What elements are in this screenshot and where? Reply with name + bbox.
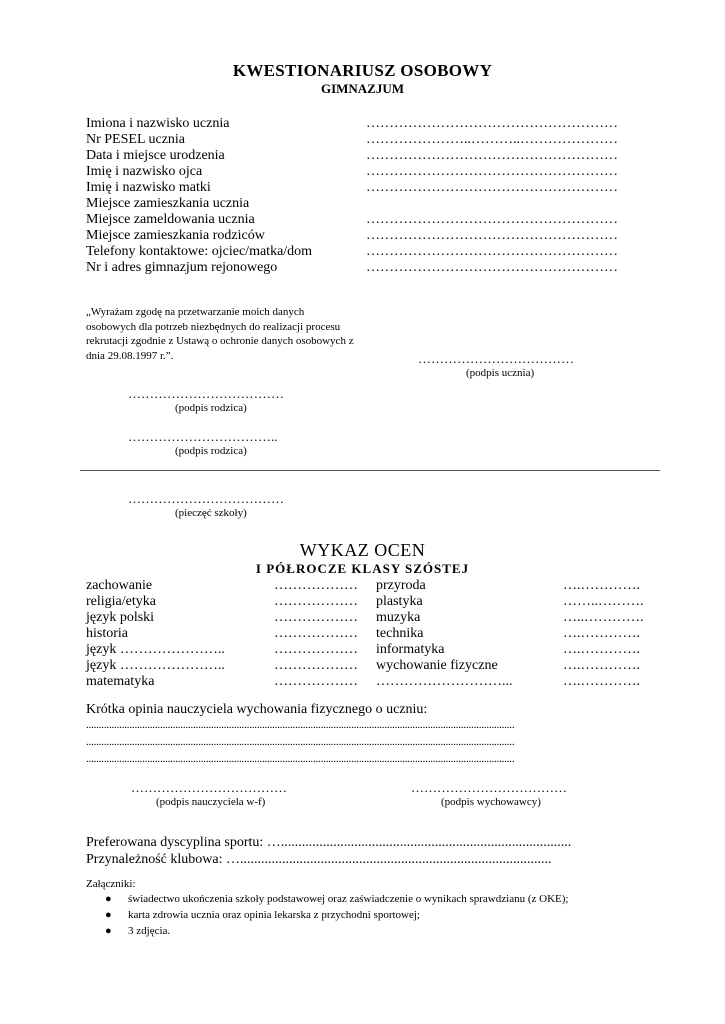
field-label-phones: Telefony kontaktowe: ojciec/matka/dom [86,244,313,259]
grades-subtitle: I PÓŁROCZE KLASY SZÓSTEJ [255,561,470,576]
attachments-title: Załączniki: [86,878,136,890]
field-dots-school: ……………………………………………… [366,260,618,275]
school-stamp-caption: (pieczęć szkoły) [175,507,247,519]
teacher-signature-line: ……………………………… [131,780,287,795]
grade-subject: muzyka [376,610,421,625]
grade-dots: ……………… [274,642,358,657]
consent-text: „Wyrażam zgodę na przetwarzanie moich danych osobowych dla potrzeb niezbędnych do realizacji procesu rekrutacji zgodnie z Ustawą o ochronie danych osobowych z dnia 29.08.1997 r.”. [86,306,354,362]
grade-subject: wychowanie fizyczne [376,658,498,673]
field-label-registration: Miejsce zameldowania ucznia [86,212,255,227]
grade-dots: ….…………. [563,642,640,657]
grade-subject: język ………………….. [86,658,225,673]
tutor-signature-caption: (podpis wychowawcy) [441,796,541,808]
parent1-signature-line: ……………………………… [128,386,284,401]
grade-dots: ……………… [274,658,358,673]
bullet-icon: ● [105,909,112,921]
field-label-pesel: Nr PESEL ucznia [86,132,186,147]
grade-subject: język ………………….. [86,642,225,657]
grade-subject: religia/etyka [86,594,156,609]
grade-dots: ….…………. [563,578,640,593]
grade-dots: …..…………. [563,610,644,625]
grade-subject: historia [86,626,128,641]
field-dots-registration: ……………………………………………… [366,212,618,227]
grade-dots: ….…………. [563,658,640,673]
attachment-item: karta zdrowia ucznia oraz opinia lekarska z przychodni sportowej; [128,909,420,921]
grade-dots: ……………… [274,626,358,641]
club-membership-line: Przynależność klubowa: …......................................................................................... [86,852,552,867]
field-dots-name: ……………………………………………… [366,116,618,131]
opinion-title: Krótka opinia nauczyciela wychowania fizycznego o uczniu: [86,702,428,717]
tutor-signature-line: ……………………………… [411,780,567,795]
grade-subject: ………………………... [376,674,513,689]
parent2-signature-caption: (podpis rodzica) [175,445,247,457]
parent1-signature-caption: (podpis rodzica) [175,402,247,414]
grade-subject: matematyka [86,674,155,689]
field-label-name: Imiona i nazwisko ucznia [86,116,230,131]
opinion-line: ........................................................................................................................................................................ [86,736,515,748]
attachment-item: 3 zdjęcia. [128,925,171,937]
field-dots-father: ……………………………………………… [366,164,618,179]
grade-dots: ….…………. [563,626,640,641]
field-label-father: Imię i nazwisko ojca [86,164,203,179]
grade-dots: ……..………. [563,594,644,609]
grade-dots: ……………… [274,610,358,625]
school-stamp-line: ……………………………… [128,491,284,506]
field-label-mother: Imię i nazwisko matki [86,180,211,195]
bullet-icon: ● [105,925,112,937]
grade-subject: informatyka [376,642,445,657]
field-label-residence: Miejsce zamieszkania ucznia [86,196,250,211]
grade-subject: technika [376,626,424,641]
grade-subject: przyroda [376,578,426,593]
field-dots-mother: ……………………………………………… [366,180,618,195]
grade-subject: zachowanie [86,578,153,593]
section-divider [80,470,660,471]
field-dots-pesel: …………………..………..………………… [366,132,618,147]
grade-dots: ….…………. [563,674,640,689]
grade-dots: ……………… [274,578,358,593]
document-title: KWESTIONARIUSZ OSOBOWY [232,61,493,80]
grade-subject: plastyka [376,594,423,609]
teacher-signature-caption: (podpis nauczyciela w-f) [156,796,266,808]
field-label-birth: Data i miejsce urodzenia [86,148,225,163]
grade-subject: język polski [86,610,155,625]
field-dots-birth: ……………………………………………… [366,148,618,163]
student-signature-caption: (podpis ucznia) [466,367,535,379]
attachment-item: świadectwo ukończenia szkoły podstawowej oraz zaświadczenie o wynikach sprawdzianu (z OKE); [128,893,569,905]
field-label-parents-residence: Miejsce zamieszkania rodziców [86,228,265,243]
student-signature-line: ……………………………… [418,351,574,366]
field-label-school: Nr i adres gimnazjum rejonowego [86,260,278,275]
grade-dots: ……………… [274,594,358,609]
field-dots-phones: ……………………………………………… [366,244,618,259]
field-dots-parents-residence: ……………………………………………… [366,228,618,243]
document-subtitle: GIMNAZJUM [320,81,405,96]
preferred-sport-line: Preferowana dyscyplina sportu: …................................................................................... [86,835,572,850]
bullet-icon: ● [105,893,112,905]
grades-title: WYKAZ OCEN [299,540,426,560]
parent2-signature-line: …………………………….. [128,429,278,444]
opinion-line: ........................................................................................................................................................................ [86,753,515,765]
opinion-line: ........................................................................................................................................................................ [86,719,515,731]
grade-dots: ……………… [274,674,358,689]
